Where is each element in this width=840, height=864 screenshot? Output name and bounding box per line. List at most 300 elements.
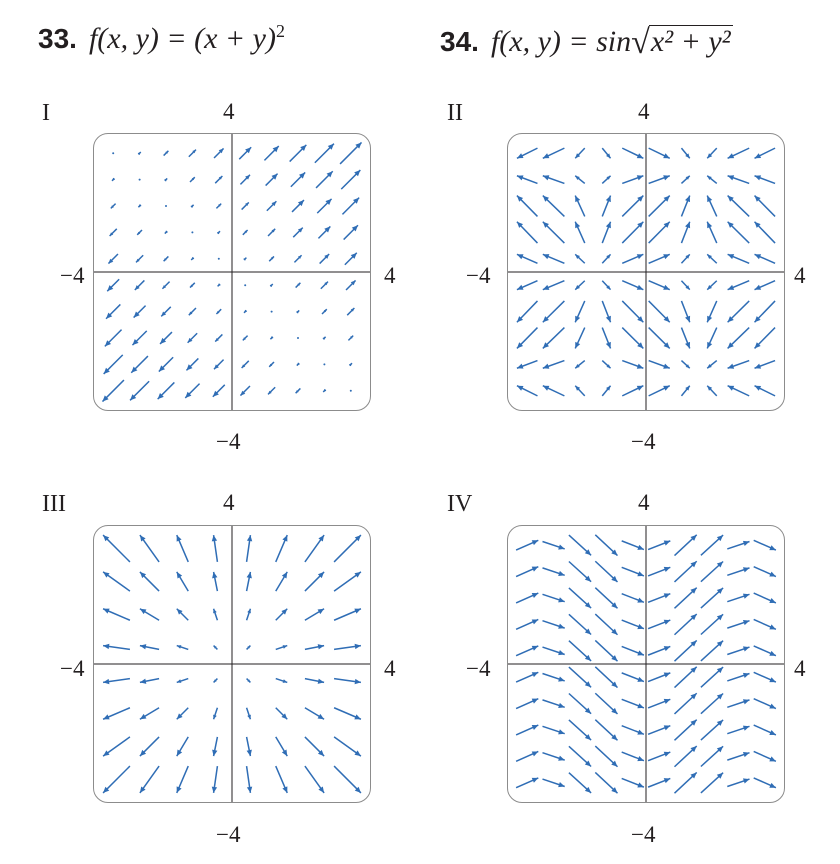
- axis-tick-bottom: −4: [216, 429, 241, 454]
- field-arrow: [214, 646, 218, 650]
- field-arrow: [138, 204, 141, 207]
- field-arrow: [755, 281, 776, 290]
- field-arrow: [569, 746, 591, 766]
- field-arrow: [269, 362, 274, 367]
- field-arrow: [542, 753, 564, 761]
- panel-label: III: [42, 491, 66, 517]
- field-arrow: [622, 594, 644, 603]
- field-arrow: [543, 222, 565, 243]
- field-arrow: [140, 679, 159, 684]
- field-arrow: [323, 337, 326, 340]
- field-arrow: [595, 772, 617, 793]
- field-arrow: [622, 726, 644, 735]
- function-formula: f(x, y) = (x + y): [88, 22, 276, 55]
- field-arrow: [186, 358, 198, 370]
- field-arrow: [103, 708, 130, 720]
- field-arrow: [264, 146, 278, 160]
- field-arrow: [334, 572, 361, 591]
- field-arrow: [595, 535, 617, 556]
- field-arrow: [276, 679, 288, 683]
- field-arrow: [674, 614, 696, 635]
- field-arrow: [242, 202, 249, 209]
- axis-tick-top: 4: [638, 490, 650, 515]
- field-arrow: [543, 361, 565, 369]
- field-arrow: [334, 737, 361, 756]
- vector-field-plot: [93, 133, 371, 411]
- field-arrow: [622, 646, 644, 655]
- field-arrow: [106, 304, 120, 318]
- field-arrow: [276, 609, 288, 621]
- field-arrow: [517, 222, 538, 243]
- field-arrow: [575, 361, 585, 369]
- field-arrow: [674, 746, 696, 767]
- field-arrow: [542, 594, 564, 602]
- field-arrow: [296, 283, 301, 288]
- field-arrow: [707, 196, 717, 217]
- field-arrow: [622, 699, 644, 708]
- field-arrow: [728, 328, 750, 349]
- field-arrow: [649, 196, 670, 217]
- field-arrow: [542, 726, 564, 734]
- axis-tick-left: −4: [60, 263, 85, 288]
- field-arrow: [266, 174, 278, 186]
- field-arrow: [727, 699, 749, 707]
- field-arrow: [247, 535, 253, 562]
- field-arrow: [276, 572, 288, 591]
- field-arrow: [754, 646, 776, 656]
- field-arrow: [595, 588, 617, 609]
- field-arrow: [575, 386, 585, 396]
- field-arrow: [212, 737, 217, 756]
- field-arrow: [595, 561, 617, 582]
- field-arrow: [681, 281, 689, 290]
- field-arrow: [140, 737, 159, 756]
- field-arrow: [707, 254, 717, 263]
- field-arrow: [681, 301, 690, 322]
- field-arrow: [569, 614, 591, 634]
- field-arrow: [755, 222, 776, 243]
- field-arrow: [622, 361, 643, 369]
- field-arrow: [517, 386, 538, 396]
- field-arrow: [177, 645, 189, 649]
- field-arrow: [595, 667, 617, 688]
- field-arrow: [622, 254, 643, 263]
- field-arrow: [649, 301, 670, 322]
- field-arrow: [111, 204, 116, 209]
- field-arrow: [268, 387, 275, 394]
- field-arrow: [622, 222, 643, 243]
- field-arrow: [305, 644, 324, 649]
- field-arrow: [622, 620, 644, 629]
- field-arrow: [276, 737, 288, 756]
- field-arrow: [247, 737, 252, 756]
- field-arrow: [622, 281, 643, 290]
- field-arrow: [681, 176, 689, 184]
- field-arrow: [244, 284, 246, 286]
- field-arrow: [542, 647, 564, 655]
- field-arrow: [681, 254, 689, 263]
- field-arrow: [164, 256, 169, 261]
- field-arrow: [542, 700, 564, 708]
- field-arrow: [681, 222, 690, 243]
- field-arrow: [516, 672, 538, 682]
- field-arrow: [622, 301, 643, 322]
- field-arrow: [350, 390, 352, 392]
- field-arrow: [701, 746, 723, 766]
- field-arrow: [542, 541, 564, 549]
- exponent: 2: [275, 21, 285, 41]
- field-arrow: [214, 148, 224, 158]
- field-arrow: [276, 708, 288, 720]
- field-arrow: [290, 145, 307, 162]
- field-arrow: [164, 178, 167, 181]
- field-arrow: [349, 363, 352, 366]
- field-arrow: [137, 230, 142, 235]
- field-arrow: [543, 254, 565, 263]
- problem-number: 33.: [38, 23, 77, 54]
- field-arrow: [270, 284, 273, 287]
- field-arrow: [294, 255, 301, 262]
- field-arrow: [701, 641, 723, 661]
- field-arrow: [707, 176, 717, 184]
- field-arrow: [595, 746, 617, 767]
- field-arrow: [103, 535, 130, 562]
- field-arrow: [569, 588, 591, 608]
- field-arrow: [649, 254, 670, 263]
- field-arrow: [707, 281, 717, 290]
- field-arrow: [191, 231, 193, 233]
- field-arrow: [648, 620, 670, 629]
- field-arrow: [247, 572, 252, 591]
- field-arrow: [649, 361, 670, 369]
- field-arrow: [218, 258, 220, 260]
- field-arrow: [622, 196, 643, 217]
- field-arrow: [754, 699, 776, 709]
- field-arrow: [755, 361, 776, 369]
- field-arrow: [315, 144, 334, 163]
- field-arrow: [177, 572, 189, 591]
- field-arrow: [112, 178, 115, 181]
- field-arrow: [674, 588, 696, 609]
- field-arrow: [542, 673, 564, 681]
- field-arrow: [569, 694, 591, 714]
- field-arrow: [707, 361, 717, 369]
- axis-tick-left: −4: [466, 656, 491, 681]
- field-arrow: [602, 328, 611, 349]
- field-arrow: [342, 198, 359, 215]
- field-arrow: [103, 609, 130, 621]
- field-arrow: [345, 253, 357, 265]
- field-arrow: [569, 562, 591, 582]
- axis-tick-bottom: −4: [631, 429, 656, 454]
- field-arrow: [305, 572, 324, 591]
- panel-label: II: [447, 100, 463, 126]
- field-arrow: [213, 708, 217, 720]
- field-arrow: [268, 229, 275, 236]
- field-arrow: [648, 725, 670, 734]
- vector-field-plot: [507, 525, 785, 803]
- field-arrow: [707, 328, 717, 349]
- field-arrow: [754, 540, 776, 550]
- field-arrow: [728, 196, 750, 217]
- field-arrow: [543, 148, 565, 158]
- field-arrow: [321, 282, 328, 289]
- field-arrow: [755, 196, 776, 217]
- field-arrow: [212, 572, 217, 591]
- field-arrow: [305, 609, 324, 621]
- field-arrow: [323, 363, 325, 365]
- field-arrow: [649, 175, 670, 183]
- field-arrow: [292, 200, 304, 212]
- field-arrow: [543, 301, 565, 322]
- field-arrow: [212, 535, 218, 562]
- field-arrow: [105, 330, 122, 347]
- field-arrow: [648, 593, 670, 602]
- field-arrow: [543, 281, 565, 290]
- field-arrow: [138, 152, 141, 155]
- field-arrow: [516, 540, 538, 550]
- field-arrow: [131, 356, 148, 373]
- field-arrow: [727, 726, 749, 734]
- field-arrow: [542, 621, 564, 629]
- field-arrow: [165, 231, 168, 234]
- field-arrow: [701, 773, 723, 793]
- field-arrow: [247, 646, 251, 650]
- square-root-icon: √: [631, 24, 650, 61]
- field-arrow: [602, 196, 611, 217]
- field-arrow: [602, 254, 610, 263]
- field-arrow: [728, 148, 750, 158]
- field-arrow: [140, 644, 159, 649]
- field-arrow: [754, 593, 776, 603]
- field-arrow: [701, 588, 723, 608]
- field-arrow: [575, 301, 585, 322]
- field-arrow: [247, 766, 253, 793]
- field-arrow: [622, 148, 643, 158]
- field-arrow: [240, 386, 250, 396]
- field-arrow: [140, 572, 159, 591]
- field-arrow: [622, 752, 644, 761]
- field-arrow: [214, 360, 224, 370]
- field-arrow: [334, 535, 361, 562]
- field-arrow: [316, 171, 333, 188]
- vector-field-svg: [94, 526, 370, 802]
- field-arrow: [648, 673, 670, 682]
- field-arrow: [602, 281, 610, 290]
- field-arrow: [243, 336, 248, 341]
- field-arrow: [517, 196, 538, 217]
- field-arrow: [575, 196, 585, 217]
- axis-tick-right: 4: [794, 656, 806, 681]
- field-arrow: [727, 646, 749, 654]
- problem-34: [440, 22, 733, 60]
- axis-tick-top: 4: [638, 99, 650, 124]
- field-arrow: [344, 225, 358, 239]
- field-arrow: [701, 614, 723, 634]
- field-arrow: [217, 231, 220, 234]
- field-arrow: [516, 725, 538, 735]
- field-arrow: [595, 720, 617, 741]
- field-arrow: [242, 361, 249, 368]
- field-arrow: [701, 535, 723, 555]
- field-arrow: [648, 778, 670, 787]
- field-arrow: [162, 282, 169, 289]
- field-arrow: [104, 355, 123, 374]
- field-arrow: [108, 254, 118, 264]
- field-arrow: [346, 280, 356, 290]
- field-arrow: [674, 693, 696, 714]
- field-arrow: [517, 328, 538, 349]
- field-arrow: [728, 281, 750, 290]
- field-arrow: [317, 199, 331, 213]
- field-arrow: [516, 751, 538, 761]
- field-arrow: [517, 361, 538, 369]
- field-arrow: [728, 301, 750, 322]
- field-arrow: [517, 148, 538, 158]
- field-arrow: [305, 535, 324, 562]
- field-arrow: [517, 175, 538, 183]
- field-arrow: [602, 386, 610, 396]
- field-arrow: [648, 541, 670, 550]
- field-arrow: [754, 672, 776, 682]
- axis-tick-top: 4: [223, 490, 235, 515]
- field-arrow: [296, 388, 301, 393]
- field-arrow: [674, 561, 696, 582]
- field-arrow: [177, 609, 189, 621]
- vector-field-plot: [93, 525, 371, 803]
- field-arrow: [649, 386, 670, 396]
- vector-field-svg: [94, 134, 370, 410]
- field-arrow: [334, 679, 361, 685]
- field-arrow: [755, 386, 776, 396]
- field-arrow: [103, 644, 130, 650]
- field-arrow: [755, 301, 776, 322]
- field-arrow: [543, 328, 565, 349]
- field-arrow: [727, 567, 749, 575]
- field-arrow: [247, 708, 251, 720]
- field-arrow: [701, 720, 723, 740]
- field-arrow: [516, 646, 538, 656]
- field-arrow: [674, 535, 696, 556]
- field-arrow: [239, 147, 251, 159]
- field-arrow: [516, 593, 538, 603]
- field-arrow: [755, 175, 776, 183]
- field-arrow: [305, 708, 324, 720]
- field-arrow: [649, 281, 670, 290]
- panel-label: I: [42, 100, 50, 126]
- field-arrow: [707, 148, 717, 158]
- field-arrow: [569, 535, 591, 555]
- field-arrow: [215, 334, 222, 341]
- field-arrow: [215, 176, 222, 183]
- field-arrow: [727, 752, 749, 760]
- field-arrow: [305, 737, 324, 756]
- field-arrow: [622, 328, 643, 349]
- field-arrow: [595, 614, 617, 635]
- field-arrow: [110, 229, 117, 236]
- field-arrow: [212, 766, 218, 793]
- field-arrow: [103, 572, 130, 591]
- field-arrow: [334, 609, 361, 621]
- field-arrow: [701, 694, 723, 714]
- field-arrow: [595, 640, 617, 661]
- field-arrow: [517, 281, 538, 290]
- field-arrow: [595, 693, 617, 714]
- field-arrow: [140, 535, 159, 562]
- field-arrow: [247, 609, 251, 621]
- field-arrow: [218, 283, 221, 286]
- field-arrow: [543, 196, 565, 217]
- field-arrow: [701, 667, 723, 687]
- field-arrow: [543, 386, 565, 396]
- field-arrow: [134, 306, 146, 318]
- problem-33: [38, 22, 285, 56]
- field-arrow: [569, 641, 591, 661]
- field-arrow: [103, 766, 130, 793]
- field-arrow: [297, 337, 299, 339]
- field-arrow: [754, 567, 776, 577]
- field-arrow: [575, 328, 585, 349]
- field-arrow: [517, 301, 538, 322]
- field-arrow: [320, 254, 330, 264]
- field-arrow: [244, 310, 247, 313]
- field-arrow: [177, 535, 189, 562]
- field-arrow: [140, 708, 159, 720]
- field-arrow: [754, 751, 776, 761]
- field-arrow: [707, 222, 717, 243]
- field-arrow: [213, 609, 217, 621]
- field-arrow: [649, 222, 670, 243]
- field-arrow: [575, 176, 585, 184]
- field-arrow: [103, 737, 130, 756]
- radicand: x² + y²: [650, 25, 731, 58]
- field-arrow: [276, 535, 288, 562]
- field-arrow: [305, 766, 324, 793]
- field-arrow: [136, 255, 143, 262]
- field-arrow: [516, 778, 538, 788]
- field-arrow: [269, 256, 274, 261]
- field-arrow: [517, 254, 538, 263]
- field-arrow: [341, 170, 360, 189]
- vector-field-svg: [508, 526, 784, 802]
- field-arrow: [707, 386, 717, 396]
- vector-field-svg: [508, 134, 784, 410]
- field-arrow: [177, 737, 189, 756]
- field-arrow: [323, 389, 326, 392]
- field-arrow: [602, 148, 610, 158]
- field-arrow: [648, 567, 670, 576]
- field-arrow: [728, 175, 750, 183]
- field-arrow: [243, 230, 248, 235]
- field-arrow: [158, 382, 175, 399]
- field-arrow: [728, 222, 750, 243]
- field-arrow: [214, 679, 218, 683]
- field-arrow: [727, 620, 749, 628]
- field-arrow: [270, 336, 273, 339]
- field-arrow: [334, 766, 361, 793]
- field-arrow: [216, 204, 221, 209]
- field-arrow: [569, 720, 591, 740]
- field-arrow: [727, 594, 749, 602]
- axis-tick-right: 4: [794, 263, 806, 288]
- field-arrow: [177, 766, 189, 793]
- field-arrow: [754, 778, 776, 788]
- field-arrow: [177, 679, 189, 683]
- field-arrow: [681, 361, 689, 369]
- field-arrow: [213, 385, 225, 397]
- field-arrow: [707, 301, 717, 322]
- field-arrow: [754, 619, 776, 629]
